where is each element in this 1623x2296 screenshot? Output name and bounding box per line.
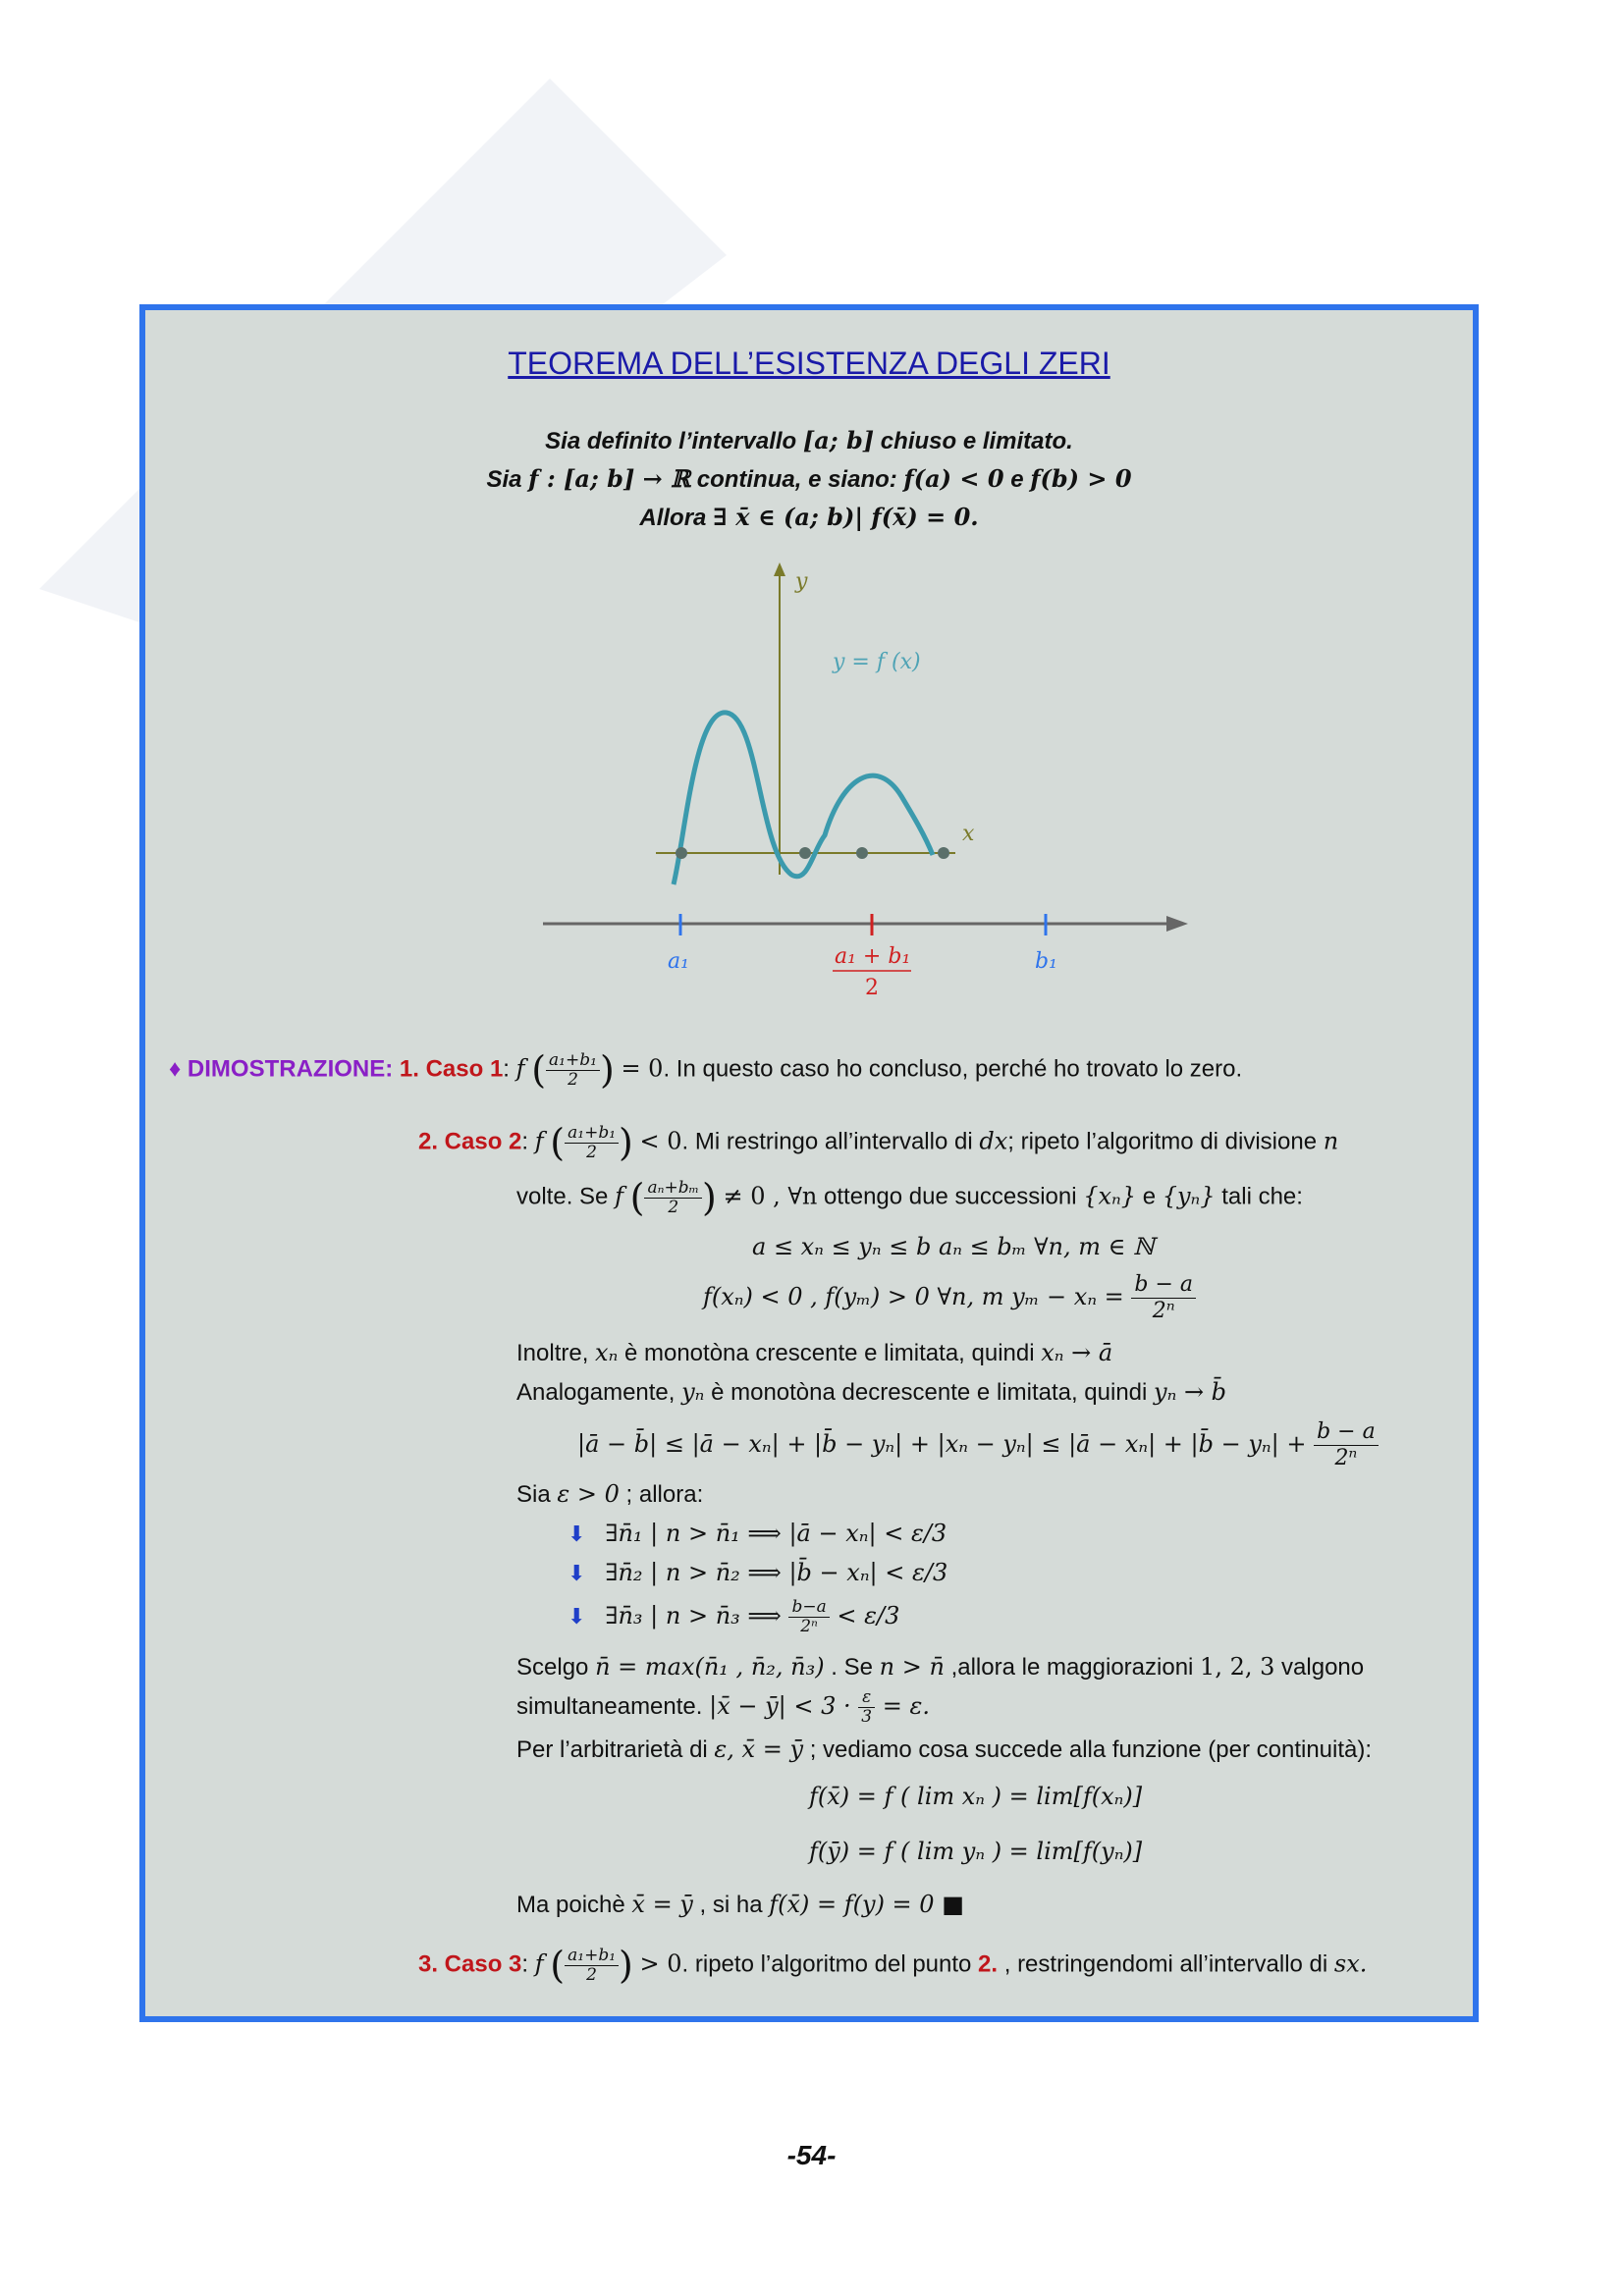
y-axis-arrow xyxy=(774,562,785,576)
case-2-line-2: volte. Se f ( $\frac{\text{aₙ+bₘ}}{2}$ ) ≠ 0 , ∀n ottengo due successioni {xₙ} e {yₙ} tali che: xyxy=(516,1176,1303,1219)
simultaneous-line: simultaneamente. |x̄ − ȳ| < 3 · $\frac{\varepsilon}{3}$ = ε. xyxy=(516,1687,930,1727)
limit-y: f(ȳ) = f ( lim yₙ ) = lim[f(yₙ)] xyxy=(809,1838,1143,1865)
statement-line-2: Sia f : [a; b] → ℝ continua, e siano: f(a) < 0 e f(b) > 0 xyxy=(486,464,1132,493)
proof-case-1: ♦ DIMOSTRAZIONE: 1. Caso 1: f ( $\frac{\text{a₁+b₁}}{2}$ ) = 0. In questo caso ho concluso, perché ho trovato lo zero. xyxy=(169,1048,1243,1092)
zero-point-1 xyxy=(676,847,687,859)
triangle-inequality: |ā − b̄| ≤ |ā − xₙ| + |b̄ − yₙ| + |xₙ − yₙ| ≤ |ā − xₙ| + |b̄ − yₙ| + $\frac{b - a}{\text{2ⁿ}}$ xyxy=(577,1419,1379,1471)
zero-theorem-graph xyxy=(489,551,1304,1012)
page-number: -54- xyxy=(786,2140,837,2170)
eq-sign-conditions: f(xₙ) < 0 , f(yₘ) > 0 ∀n, m yₘ − xₙ = $\frac{b - a}{\text{2ⁿ}}$ xyxy=(703,1272,1196,1324)
conclusion-line: Ma poichè x̄ = ȳ , si ha f(x̄) = f(y) = 0 ■ xyxy=(516,1891,964,1918)
x-axis-label: x xyxy=(962,822,975,846)
proof-label: ♦ DIMOSTRAZIONE: xyxy=(169,1055,394,1083)
baseline-arrow xyxy=(1166,916,1188,932)
label-b1: b₁ xyxy=(1035,949,1057,974)
zero-point-2 xyxy=(799,847,811,859)
limit-x: f(x̄) = f ( lim xₙ ) = lim[f(xₙ)] xyxy=(809,1783,1143,1810)
proof-case-2: 2. Caso 2: f ( $\frac{\text{a₁+b₁}}{2}$ ) < 0. Mi restringo all’intervallo di dx; ripeto l’algoritmo di divisione n xyxy=(418,1121,1339,1164)
function-curve xyxy=(674,713,933,884)
bullet-3: ⬇ ∃n̄₃ | n > n̄₃ ⟹ $\frac{b-a}{\text{2ⁿ}}$ < ε/3 xyxy=(568,1597,900,1636)
statement-line-1: Sia definito l’intervallo [a; b] chiuso e limitato. xyxy=(545,426,1073,454)
zero-point-3 xyxy=(856,847,868,859)
case-2-label: 2. Caso 2 xyxy=(418,1128,522,1155)
case-3-label: 3. Caso 3 xyxy=(418,1950,522,1978)
curve-label: y = f (x) xyxy=(833,650,921,674)
choose-n-line: Scelgo n̄ = max(n̄₁ , n̄₂, n̄₃) . Se n > n̄ ,allora le maggiorazioni 1, 2, 3 valgono xyxy=(516,1653,1365,1681)
eq-inequalities: a ≤ xₙ ≤ yₙ ≤ b aₙ ≤ bₘ ∀n, m ∈ ℕ xyxy=(752,1233,1155,1260)
theorem-title: TEOREMA DELL’ESISTENZA DEGLI ZERI xyxy=(508,346,1110,381)
monotone-y: Analogamente, yₙ è monotòna decrescente e limitata, quindi yₙ → b̄ xyxy=(516,1378,1227,1406)
monotone-x: Inoltre, xₙ è monotòna crescente e limitata, quindi xₙ → ā xyxy=(516,1339,1113,1366)
label-mid-num: a₁ + b₁ xyxy=(835,944,911,969)
y-axis-label: y xyxy=(795,569,808,594)
label-mid-den: 2 xyxy=(865,976,879,1000)
arbitrariness-line: Per l’arbitrarietà di ε, x̄ = ȳ ; vediamo cosa succede alla funzione (per continuità): xyxy=(516,1735,1373,1763)
arrow-bullet-icon: ⬇ xyxy=(568,1522,586,1546)
arrow-bullet-icon: ⬇ xyxy=(568,1561,586,1585)
bullet-2: ⬇ ∃n̄₂ | n > n̄₂ ⟹ |b̄ − xₙ| < ε/3 xyxy=(568,1559,948,1586)
zero-point-4 xyxy=(938,847,949,859)
label-a1: a₁ xyxy=(668,949,689,974)
proof-case-3: 3. Caso 3: f ( $\frac{\text{a₁+b₁}}{2}$ ) > 0. ripeto l’algoritmo del punto 2. , restringendomi all’intervallo di sx. xyxy=(418,1944,1368,1987)
epsilon-line: Sia ε > 0 ; allora: xyxy=(516,1480,704,1508)
arrow-bullet-icon: ⬇ xyxy=(568,1603,586,1629)
statement-line-3: Allora ∃ x̄ ∈ (a; b)| f(x̄) = 0. xyxy=(639,503,979,531)
bullet-1: ⬇ ∃n̄₁ | n > n̄₁ ⟹ |ā − xₙ| < ε/3 xyxy=(568,1520,947,1547)
case-1-label: 1. Caso 1 xyxy=(399,1055,504,1083)
theorem-box xyxy=(139,304,1479,2022)
